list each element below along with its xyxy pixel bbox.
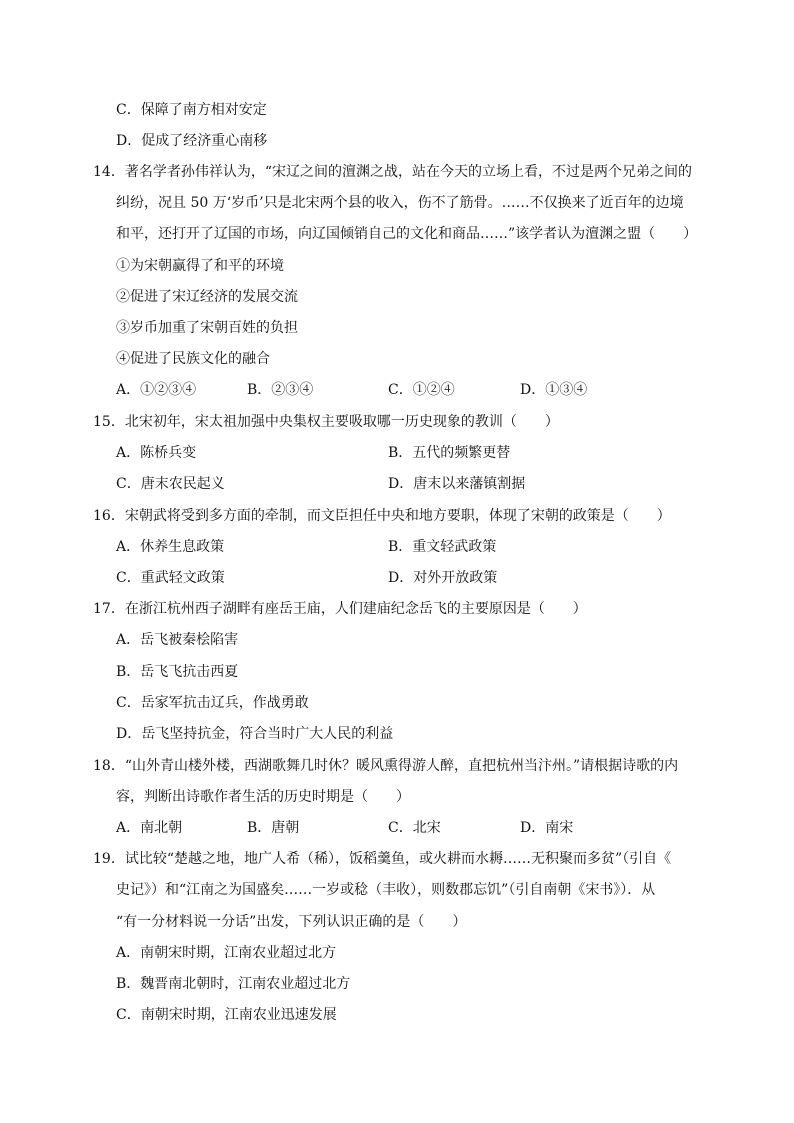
q19-stem-line-3: “有一分材料说一分话”出发，下列认识正确的是（ ） [116,914,467,930]
q15-option-b: B．五代的频繁更替 [388,445,511,461]
q18-option-a: A．南北朝 [116,820,183,836]
q14-statement-4: ④促进了民族文化的融合 [116,351,270,367]
q14-stem-line-1: 14．著名学者孙伟祥认为，“宋辽之间的澶渊之战，站在今天的立场上看，不过是两个兄弟之间的 [93,164,692,180]
q17-option-d: D．岳飞坚持抗金，符合当时广大人民的利益 [116,726,394,742]
q14-statement-3: ③岁币加重了宋朝百姓的负担 [116,320,298,336]
q16-option-a: A．休养生息政策 [116,539,225,555]
q19-stem-line-1: 19．试比较“楚越之地，地广人希（稀），饭稻羹鱼，或火耕而水耨……无积聚而多贫”（引自《 [93,851,672,867]
q14-statement-2: ②促进了宋辽经济的发展交流 [116,289,298,305]
q16-option-c: C．重武轻文政策 [116,570,225,586]
q14-stem-line-2: 纠纷，况且 50 万‘岁币’只是北宋两个县的收入，伤不了筋骨。……不仅换来了近百年的边境 [116,195,684,211]
q15-stem: 15．北宋初年，宋太祖加强中央集权主要吸取哪一历史现象的教训（ ） [93,414,559,430]
q14-stem-line-3: 和平，还打开了辽国的市场，向辽国倾销自己的文化和商品……”该学者认为澶渊之盟（ ） [116,226,698,242]
q14-option-d: D．①③④ [520,382,588,398]
q17-option-a: A．岳飞被秦桧陷害 [116,632,239,648]
q13-option-c: C．保障了南方相对安定 [116,102,267,118]
q19-option-b: B．魏晋南北朝时，江南农业超过北方 [116,976,351,992]
q17-stem: 17．在浙江杭州西子湖畔有座岳王庙，人们建庙纪念岳飞的主要原因是（ ） [93,601,587,617]
q13-option-d: D．促成了经济重心南移 [116,133,268,149]
q16-option-b: B．重文轻武政策 [388,539,497,555]
q18-stem-line-1: 18．“山外青山楼外楼，西湖歌舞几时休？暖风熏得游人醉，直把杭州当汴州。”请根据诗歌的内 [93,758,679,774]
q18-option-c: C．北宋 [388,820,441,836]
q18-option-d: D．南宋 [520,820,574,836]
q15-option-a: A．陈桥兵变 [116,445,197,461]
q19-option-a: A．南朝宋时期，江南农业超过北方 [116,945,337,961]
q17-option-c: C．岳家军抗击辽兵，作战勇敢 [116,695,309,711]
q14-option-b: B．②③④ [247,382,314,398]
q16-option-d: D．对外开放政策 [388,570,498,586]
q17-option-b: B．岳飞飞抗击西夏 [116,664,239,680]
q19-option-c: C．南朝宋时期，江南农业迅速发展 [116,1007,337,1023]
q14-option-c: C．①②④ [388,382,455,398]
q14-option-a: A．①②③④ [116,382,197,398]
q18-option-b: B．唐朝 [247,820,300,836]
q19-stem-line-2: 史记》）和“江南之为国盛矣……一岁或稔（丰收），则数郡忘饥”（引自南朝《宋书》）．从 [116,882,656,898]
q18-stem-line-2: 容，判断出诗歌作者生活的历史时期是（ ） [116,789,410,805]
q15-option-d: D．唐末以来藩镇割据 [388,476,526,492]
q14-statement-1: ①为宋朝赢得了和平的环境 [116,258,284,274]
q16-stem: 16．宋朝武将受到多方面的牵制，而文臣担任中央和地方要职，体现了宋朝的政策是（ ） [93,508,671,524]
q15-option-c: C．唐末农民起义 [116,476,225,492]
